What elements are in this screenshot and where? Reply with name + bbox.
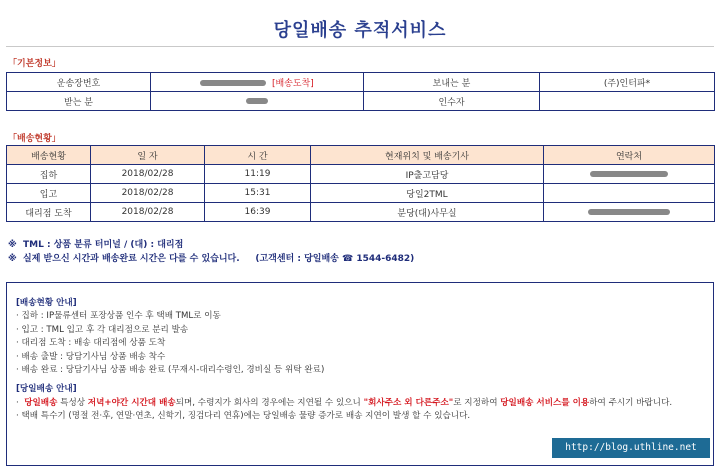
column-header-location: 현재위치 및 배송기사 (311, 146, 544, 165)
blog-watermark: http://blog.uthline.net (552, 438, 710, 458)
row-contact (544, 165, 715, 184)
receiver-cell (151, 92, 364, 111)
bullet: · (16, 397, 19, 408)
delivery-status-label: 「배송현황」 (8, 134, 61, 144)
row-date: 2018/02/28 (91, 165, 205, 184)
row-date: 2018/02/28 (91, 184, 205, 203)
title-divider (6, 46, 714, 47)
row-time: 15:31 (205, 184, 311, 203)
customer-center-contact: (고객센터 : 당일배송 ☎ 1544-6482) (255, 254, 415, 264)
row-location: 분당(대)사무실 (311, 203, 544, 222)
row-date: 2018/02/28 (91, 203, 205, 222)
column-header-date: 일 자 (91, 146, 205, 165)
note-mark: ※ (8, 254, 17, 264)
basic-info-label: 「기본정보」 (8, 59, 61, 69)
table-row (7, 203, 715, 222)
row-status: 집하 (7, 165, 91, 184)
list-item: · 입고 : TML 입고 후 각 대리점으로 분리 발송 (16, 324, 189, 335)
note-text: 실제 받으신 시간과 배송완료 시간은 다를 수 있습니다. (23, 254, 240, 264)
list-item: · 배송 완료 : 당담기사님 상품 배송 완료 (무재시-대리수령인, 경비실 등 위탁 완료) (16, 365, 325, 376)
highlight-use-service: 당일배송 서비스를 이용 (500, 397, 590, 408)
masked-phone (588, 209, 670, 215)
peak-season-notice: · 택배 특수기 (명절 전·후, 연말·연초, 신학기, 징검다리 연휴)에는 당일배송 물량 증가로 배송 지연이 발생 할 수 있습니다. (16, 411, 471, 422)
masked-receiver-name (246, 98, 268, 104)
highlight-same-day: 당일배송 (24, 397, 58, 408)
note-text: TML : 상품 분류 터미널 / (대) : 대리점 (23, 240, 184, 250)
tracking-number-label: 운송장번호 (7, 73, 151, 92)
table-row (7, 165, 715, 184)
list-item: · 대리점 도착 : 배송 대리점에 상품 도착 (16, 338, 166, 349)
row-contact (544, 184, 715, 203)
basic-info-table (6, 72, 715, 111)
list-item: · 집하 : IP물류센터 포장상품 인수 후 택배 TML로 이동 (16, 311, 221, 322)
notes (8, 238, 414, 266)
table-row (7, 184, 715, 203)
notice-text: 되며, 수령지가 회사의 경우에는 지연될 수 있으니 (175, 397, 364, 408)
highlight-evening-delivery: 저녁+야간 시간대 배송 (87, 397, 176, 408)
notice-text: 특성상 (57, 397, 88, 408)
guide-heading-status: [배송현황 안내] (16, 298, 77, 308)
row-contact (544, 203, 715, 222)
sender-label: 보내는 분 (364, 73, 540, 92)
notice-text: 하여 주시기 바랍니다. (589, 397, 673, 408)
masked-phone (590, 171, 668, 177)
recipient-value (540, 92, 715, 111)
notice-text: 로 지정하여 (453, 397, 501, 408)
note-time-difference (8, 252, 414, 266)
row-status: 입고 (7, 184, 91, 203)
column-header-contact: 연락처 (544, 146, 715, 165)
row-time: 16:39 (205, 203, 311, 222)
delivery-status-badge: [배송도착] (271, 78, 314, 89)
note-terminal (8, 238, 414, 252)
row-location: 당일2TML (311, 184, 544, 203)
sender-value: (주)인터파* (540, 73, 715, 92)
page-title: 당일배송 추적서비스 (273, 20, 447, 41)
guide-heading-same-day: [당일배송 안내] (16, 384, 77, 395)
list-item: · 배송 출발 : 당담기사님 상품 배송 착수 (16, 351, 166, 362)
column-header-time: 시 간 (205, 146, 311, 165)
row-time: 11:19 (205, 165, 311, 184)
tracking-number-cell (151, 73, 364, 92)
masked-tracking-number (200, 80, 266, 86)
receiver-label: 받는 분 (7, 92, 151, 111)
row-status: 대리점 도착 (7, 203, 91, 222)
delivery-status-table (6, 145, 715, 222)
highlight-other-address: "회사주소 외 다른주소" (363, 397, 454, 408)
recipient-label: 인수자 (364, 92, 540, 111)
same-day-notice (16, 397, 705, 410)
note-mark: ※ (8, 240, 17, 250)
column-header-status: 배송현황 (7, 146, 91, 165)
row-location: IP출고담당 (311, 165, 544, 184)
